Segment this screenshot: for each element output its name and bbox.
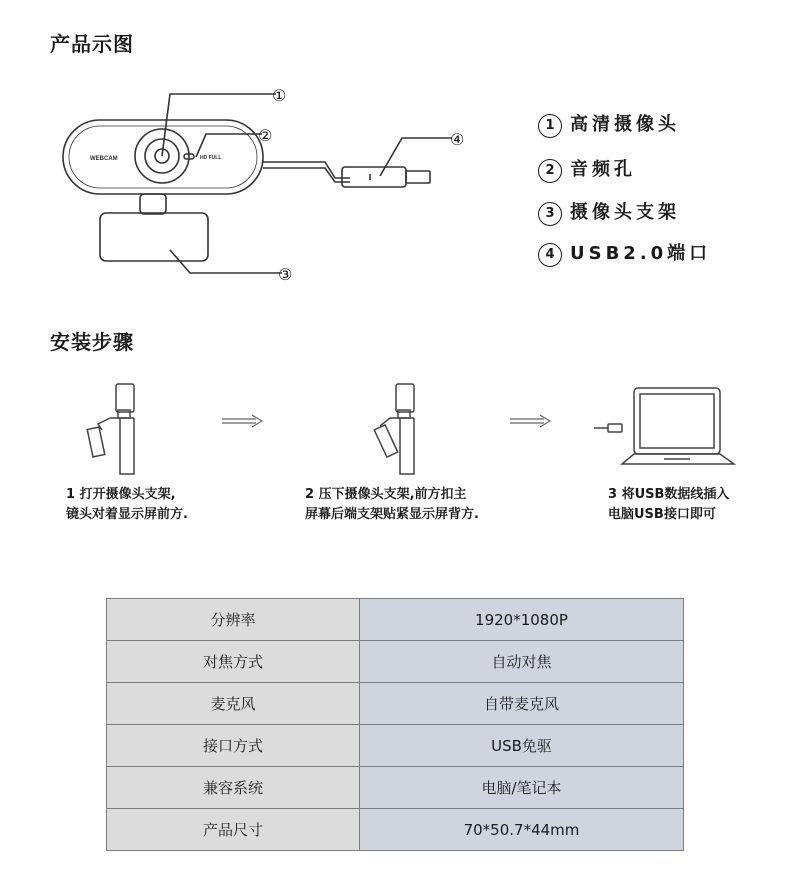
step-1-illustration: [80, 382, 150, 478]
table-row: [107, 683, 684, 725]
step-3-line1: 3 将USB数据线插入: [608, 487, 730, 502]
legend-item-stand: [538, 198, 680, 226]
table-row: [107, 767, 684, 809]
spec-key: 兼容系统: [107, 767, 360, 809]
install-steps-heading: 安装步骤: [50, 330, 134, 354]
spec-value: 电脑/笔记本: [360, 767, 684, 809]
spec-value: 1920*1080P: [360, 599, 684, 641]
step-3-caption: [608, 485, 729, 525]
legend-item-usb: [538, 239, 711, 267]
step-2-illustration: [370, 382, 440, 478]
legend-label: USB2.0端口: [570, 243, 712, 264]
arrow-2-icon: [508, 412, 554, 430]
legend-number: 4: [538, 243, 562, 267]
spec-key: 麦克风: [107, 683, 360, 725]
laptop-illustration: [592, 384, 742, 474]
step-2-line1: 2 压下摄像头支架,前方扣主: [305, 487, 467, 502]
spec-value: 自带麦克风: [360, 683, 684, 725]
legend-label: 摄像头支架: [570, 202, 680, 223]
spec-value: USB免驱: [360, 725, 684, 767]
step-2-line2: 屏幕后端支架贴紧显示屏背方.: [305, 507, 479, 522]
spec-key: 产品尺寸: [107, 809, 360, 851]
callout-4: ④: [450, 130, 465, 149]
usb-connector-icon: [342, 167, 406, 187]
hd-label: HD FULL: [200, 155, 222, 161]
table-row: [107, 641, 684, 683]
table-row: [107, 599, 684, 641]
callout-3: ③: [278, 265, 293, 284]
legend-number: 2: [538, 159, 562, 183]
webcam-diagram: [50, 80, 490, 290]
callout-1: ①: [272, 86, 287, 105]
legend-label: 音频孔: [570, 159, 636, 180]
spec-key: 对焦方式: [107, 641, 360, 683]
step-1-line2: 镜头对着显示屏前方.: [66, 507, 188, 522]
spec-table: [106, 598, 684, 851]
legend-number: 3: [538, 202, 562, 226]
stand-icon: [100, 213, 208, 261]
spec-value: 70*50.7*44mm: [360, 809, 684, 851]
legend-item-audio: [538, 155, 636, 183]
legend-number: 1: [538, 114, 562, 138]
legend-item-camera: [538, 110, 680, 138]
step-1-line1: 1 打开摄像头支架,: [66, 487, 176, 502]
spec-value: 自动对焦: [360, 641, 684, 683]
webcam-label: WEBCAM: [90, 156, 118, 162]
callout-2: ②: [258, 126, 273, 145]
legend-label: 高清摄像头: [570, 114, 680, 135]
table-row: [107, 725, 684, 767]
spec-key: 分辨率: [107, 599, 360, 641]
step-1-caption: [66, 485, 188, 525]
arrow-1-icon: [220, 412, 266, 430]
product-diagram-heading: 产品示图: [50, 32, 134, 56]
step-2-caption: [305, 485, 479, 525]
table-row: [107, 809, 684, 851]
step-3-line2: 电脑USB接口即可: [608, 507, 716, 522]
spec-key: 接口方式: [107, 725, 360, 767]
usb-plug-icon: [608, 424, 622, 432]
